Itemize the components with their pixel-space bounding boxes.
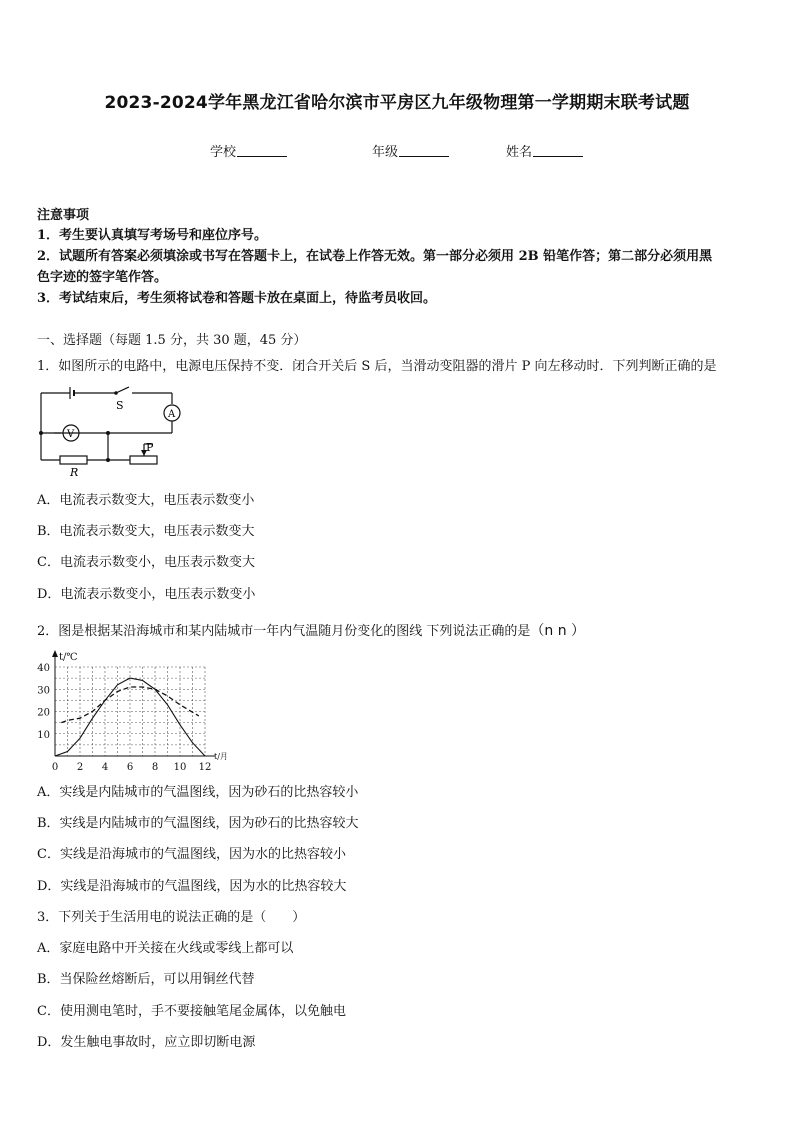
notice-item-3: 3．考试结束后，考生须将试卷和答题卡放在桌面上，待监考员收回。: [37, 291, 437, 306]
q2-stem-text: 2．图是根据某沿海城市和某内陆城市一年内气温随月份变化的图线 下列说法正确的是: [37, 624, 531, 639]
q2-option-a: A．实线是内陆城市的气温图线，因为砂石的比热容较小: [37, 785, 359, 800]
x-tick-label: 8: [151, 762, 159, 772]
school-blank: [237, 144, 287, 157]
q3-option-c: C．使用测电笔时，手不要接触笔尾金属体，以免触电: [37, 1004, 346, 1019]
q2-option-d: D．实线是沿海城市的气温图线，因为水的比热容较大: [37, 879, 347, 894]
x-tick-label: 12: [198, 762, 212, 772]
x-tick-label: 6: [126, 762, 134, 772]
grade-field: [372, 141, 449, 160]
y-tick-label: 20: [37, 707, 50, 719]
q3-option-b: B．当保险丝熔断后，可以用铜丝代替: [37, 972, 255, 987]
q2-option-c: C．实线是沿海城市的气温图线，因为水的比热容较小: [37, 847, 346, 862]
q3-stem: 3．下列关于生活用电的说法正确的是（ ）: [37, 910, 306, 925]
voltmeter-label: V: [67, 429, 75, 440]
y-axis-arrow: [52, 650, 58, 657]
name-label: 姓名: [506, 145, 533, 160]
name-field: [506, 141, 583, 160]
notice-item-2: 2．试题所有答案必须填涂或书写在答题卡上，在试卷上作答无效。第一部分必须用 2B 铅笔作答；第二部分必须用黑: [37, 249, 713, 264]
school-field: [210, 141, 287, 160]
q2-option-b: B．实线是内陆城市的气温图线，因为砂石的比热容较大: [37, 816, 359, 831]
x-tick-label: 2: [76, 762, 84, 772]
notice-heading: 注意事项: [37, 208, 90, 223]
y-tick-label: 40: [37, 663, 50, 674]
x-axis-label: t/月: [214, 752, 228, 761]
y-axis-label: t/℃: [59, 652, 78, 663]
q2-stem: [37, 620, 585, 640]
q1-option-d: D．电流表示数变小，电压表示数变小: [37, 587, 256, 602]
grade-label: 年级: [372, 145, 399, 160]
grade-blank: [399, 144, 449, 157]
q1-option-b: B．电流表示数变大，电压表示数变大: [37, 524, 255, 539]
y-tick-label: 10: [37, 729, 50, 741]
q3-option-a: A．家庭电路中开关接在火线或零线上都可以: [37, 941, 294, 956]
resistor-label: R: [70, 466, 79, 478]
notice-item-2-cont: 色字迹的签字笔作答。: [37, 270, 168, 285]
exam-title: 2023-2024学年黑龙江省哈尔滨市平房区九年级物理第一学期期末联考试题: [104, 93, 690, 113]
q1-option-c: C．电流表示数变小，电压表示数变大: [37, 555, 255, 570]
q3-option-d: D．发生触电事故时，应立即切断电源: [37, 1035, 256, 1050]
x-tick-label: 0: [51, 762, 59, 772]
y-tick-label: 30: [37, 685, 50, 697]
q1-stem: 1．如图所示的电路中，电源电压保持不变．闭合开关后 S 后，当滑动变阻器的滑片 P 向左移动时．下列判断正确的是: [37, 359, 717, 374]
name-blank: [533, 144, 583, 157]
switch-label: S: [116, 399, 124, 412]
slider-label: P: [146, 441, 154, 454]
section-heading: 一、选择题（每题 1.5 分，共 30 题，45 分）: [37, 333, 307, 348]
circuit-diagram: [36, 380, 186, 478]
q1-option-a: A．电流表示数变大，电压表示数变小: [37, 493, 255, 508]
temperature-chart: [34, 648, 234, 772]
x-tick-label: 4: [101, 762, 109, 772]
q2-stem-paren: （n n ）: [530, 623, 586, 639]
notice-item-1: 1．考生要认真填写考场号和座位序号。: [37, 228, 268, 243]
school-label: 学校: [210, 145, 237, 160]
x-tick-label: 10: [173, 762, 187, 772]
ammeter-label: A: [168, 409, 176, 420]
